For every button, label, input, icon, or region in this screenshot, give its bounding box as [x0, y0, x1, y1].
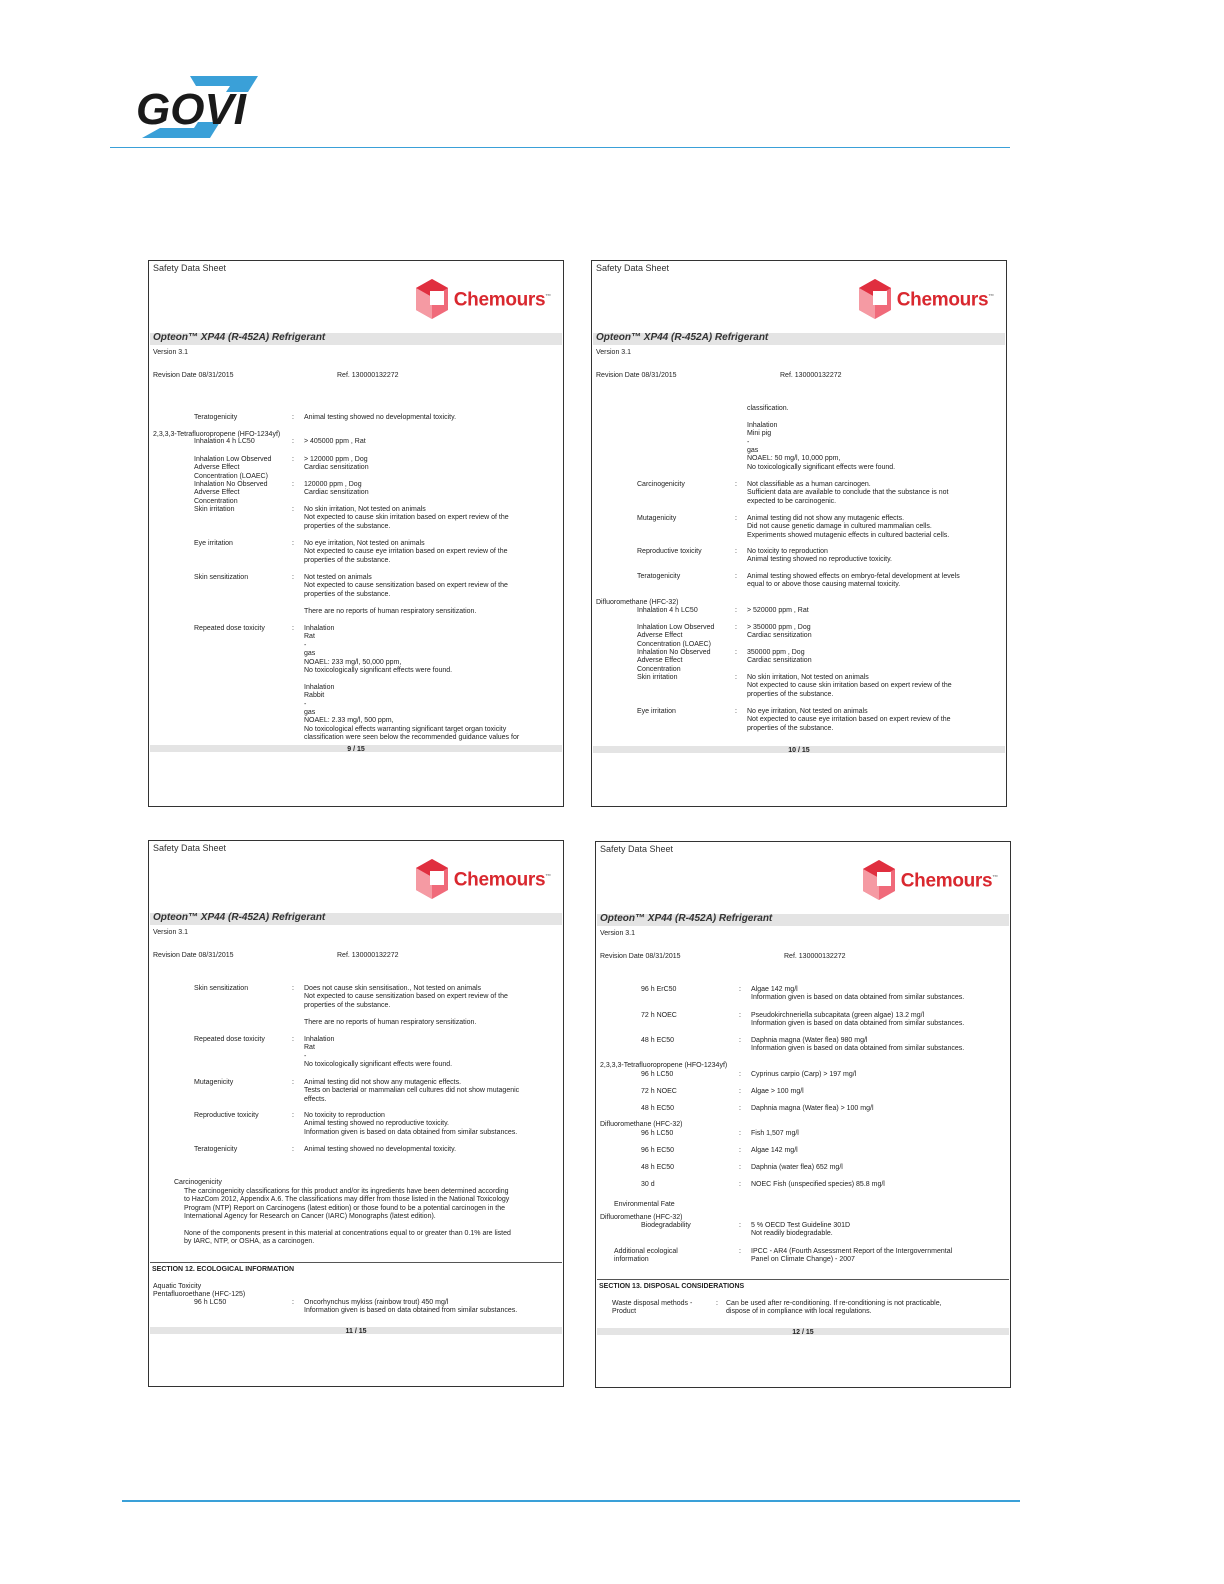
- chemours-logo: [857, 279, 994, 319]
- sds-title: Safety Data Sheet: [600, 844, 674, 854]
- property-value: Fish 1,507 mg/l: [751, 1130, 799, 1137]
- sds-page-2: [591, 260, 1007, 807]
- chemours-mark-icon: [414, 859, 450, 899]
- sds-title: Safety Data Sheet: [153, 843, 227, 853]
- property-value: Cyprinus carpio (Carp) > 197 mg/l: [751, 1071, 857, 1078]
- property-value: No skin irritation, Not tested on animals Not expected to cause skin irritation based on expert review of the properties of the substance.: [747, 674, 952, 698]
- property-value: Not tested on animals Not expected to cause sensitization based on expert review of the properties of the substance. There are no reports of human respiratory sensitization.: [304, 574, 508, 615]
- chemours-logo: [414, 279, 551, 319]
- property-label: 96 h LC50: [194, 1299, 227, 1306]
- property-value: Daphnia magna (Water flea) > 100 mg/l: [751, 1105, 874, 1112]
- property-value: Inhalation Rat - gas NOAEL: 233 mg/l, 50,000 ppm, No toxicologically significant effects were found. Inhalation Rabbit - gas NOAEL: 2.33 mg/l, 500 ppm, No toxicological effects warranting significant target organ toxicity classification were seen below the recommended guidance values for: [304, 625, 520, 742]
- revision-date: Revision Date 08/31/2015: [596, 372, 677, 379]
- colon: :: [292, 574, 294, 581]
- chemours-logo: [414, 859, 551, 899]
- property-label: 48 h EC50: [641, 1164, 675, 1171]
- property-label: Repeated dose toxicity: [194, 625, 265, 632]
- colon: :: [292, 1146, 294, 1153]
- property-label: Skin irritation: [637, 674, 678, 681]
- property-label: 72 h NOEC: [641, 1012, 677, 1019]
- colon: :: [292, 456, 294, 463]
- colon: :: [735, 481, 737, 488]
- colon: :: [735, 674, 737, 681]
- substance-heading: Difluoromethane (HFC-32): [596, 599, 679, 606]
- header-rule: [110, 147, 1010, 148]
- environmental-fate-heading: Environmental Fate: [614, 1201, 675, 1208]
- property-label: Mutagenicity: [194, 1079, 234, 1086]
- version: Version 3.1: [153, 929, 189, 936]
- property-label: 48 h EC50: [641, 1037, 675, 1044]
- colon: :: [739, 1088, 741, 1095]
- property-label: Inhalation No Observed Adverse Effect Concentration: [194, 481, 268, 505]
- colon: :: [735, 548, 737, 555]
- colon: :: [292, 540, 294, 547]
- product-name: Opteon™ XP44 (R-452A) Refrigerant: [596, 332, 769, 343]
- property-label: 96 h ErC50: [641, 986, 677, 993]
- property-label: Carcinogenicity: [637, 481, 685, 488]
- property-value: Does not cause skin sensitisation., Not tested on animals Not expected to cause sensitization based on expert review of the properties of the substance. There are no reports of human respiratory sensitization.: [304, 985, 508, 1026]
- property-value: Animal testing did not show any mutagenic effects. Tests on bacterial or mammalian cell cultures did not show mutagenic effects.: [304, 1079, 520, 1103]
- carcinogenicity-text: The carcinogenicity classifications for this product and/or its ingredients have been determined according to HazCom 2012, Appendix A.6. The classifications may differ from those listed in the National Toxicology Program (NTP) Report on Carcinogens (latest edition) or those found to be a potential carcinogen in the International Agency for Research on Cancer (IARC) Monographs (latest edition). None of the components present in this material at concentrations equal to or greater than 0.1% are listed by IARC, NTP, or OSHA, as a carcinogen.: [184, 1188, 511, 1246]
- property-value: 120000 ppm , Dog Cardiac sensitization: [304, 481, 369, 497]
- colon: :: [739, 1181, 741, 1188]
- property-value: No toxicity to reproduction Animal testing showed no reproductive toxicity.: [747, 548, 892, 564]
- sds-title: Safety Data Sheet: [596, 263, 670, 273]
- colon: :: [292, 1299, 294, 1306]
- property-label: Mutagenicity: [637, 515, 677, 522]
- property-label: Skin irritation: [194, 506, 235, 513]
- version: Version 3.1: [600, 930, 636, 937]
- property-label: Biodegradability: [641, 1222, 691, 1229]
- brand-name: Chemours™: [453, 869, 551, 891]
- brand-name: Chemours™: [900, 870, 998, 892]
- property-label: Skin sensitization: [194, 985, 249, 992]
- property-label: 72 h NOEC: [641, 1088, 677, 1095]
- colon: :: [739, 1012, 741, 1019]
- colon: :: [292, 438, 294, 445]
- property-value: Pseudokirchneriella subcapitata (green algae) 13.2 mg/l Information given is based on data obtained from similar substances.: [751, 1012, 965, 1028]
- property-value: No eye irritation, Not tested on animals Not expected to cause eye irritation based on expert review of the properties of the substance.: [304, 540, 508, 564]
- product-name: Opteon™ XP44 (R-452A) Refrigerant: [600, 913, 773, 924]
- govi-logo: [132, 72, 262, 144]
- intro-text: classification. Inhalation Mini pig - gas NOAEL: 50 mg/l, 10,000 ppm, No toxicologically significant effects were found.: [747, 405, 896, 471]
- property-label: 96 h LC50: [641, 1130, 674, 1137]
- sds-page-1: [148, 260, 564, 807]
- property-value: NOEC Fish (unspecified species) 85.8 mg/l: [751, 1181, 885, 1188]
- property-label: Repeated dose toxicity: [194, 1036, 265, 1043]
- reference: Ref. 130000132272: [337, 372, 399, 379]
- property-label: Reproductive toxicity: [194, 1112, 259, 1119]
- substance-heading: Difluoromethane (HFC-32): [600, 1121, 683, 1128]
- revision-date: Revision Date 08/31/2015: [600, 953, 681, 960]
- page-number: 11 / 15: [345, 1328, 367, 1335]
- colon: :: [739, 1248, 741, 1255]
- property-label: Inhalation Low Observed Adverse Effect Concentration (LOAEC): [637, 624, 715, 648]
- property-value: No toxicity to reproduction Animal testing showed no reproductive toxicity. Information given is based on data obtained from similar substances.: [304, 1112, 518, 1136]
- colon: :: [292, 481, 294, 488]
- sds-page-4: [595, 841, 1011, 1388]
- colon: :: [739, 1222, 741, 1229]
- property-value: Algae 142 mg/l Information given is based on data obtained from similar substances.: [751, 986, 965, 1002]
- colon: :: [735, 624, 737, 631]
- property-label: Reproductive toxicity: [637, 548, 702, 555]
- property-value: Oncorhynchus mykiss (rainbow trout) 450 mg/l Information given is based on data obtained from similar substances.: [304, 1299, 518, 1315]
- colon: :: [735, 607, 737, 614]
- property-value: IPCC - AR4 (Fourth Assessment Report of the Intergovernmental Panel on Climate Change) - 2007: [751, 1248, 953, 1264]
- property-value: No skin irritation, Not tested on animals Not expected to cause skin irritation based on expert review of the properties of the substance.: [304, 506, 509, 530]
- version: Version 3.1: [153, 349, 189, 356]
- colon: :: [292, 985, 294, 992]
- substance-heading: Difluoromethane (HFC-32): [600, 1214, 683, 1221]
- revision-date: Revision Date 08/31/2015: [153, 952, 234, 959]
- property-value: Animal testing showed no developmental toxicity.: [304, 414, 457, 421]
- chemours-mark-icon: [857, 279, 893, 319]
- colon: :: [739, 986, 741, 993]
- substance-heading: 2,3,3,3-Tetrafluoropropene (HFO-1234yf): [153, 431, 281, 438]
- property-value: Inhalation Rat - No toxicologically significant effects were found.: [304, 1036, 453, 1069]
- property-value: > 405000 ppm , Rat: [304, 438, 366, 445]
- colon: :: [739, 1037, 741, 1044]
- chemours-mark-icon: [861, 860, 897, 900]
- brand-name: Chemours™: [453, 289, 551, 311]
- property-value: Animal testing did not show any mutagenic effects. Did not cause genetic damage in cultured mammalian cells. Experiments showed mutagenic effects in cultured bacterial cells.: [747, 515, 950, 539]
- property-value: Daphnia (water flea) 652 mg/l: [751, 1164, 843, 1171]
- colon: :: [735, 573, 737, 580]
- property-value: > 120000 ppm , Dog Cardiac sensitization: [304, 456, 369, 472]
- sds-page-3: [148, 840, 564, 1387]
- property-value: > 350000 ppm , Dog Cardiac sensitization: [747, 624, 812, 640]
- property-value: 5 % OECD Test Guideline 301D Not readily biodegradable.: [751, 1222, 851, 1238]
- colon: :: [716, 1300, 718, 1307]
- section-heading: SECTION 13. DISPOSAL CONSIDERATIONS: [597, 1279, 1009, 1291]
- property-label: 96 h LC50: [641, 1071, 674, 1078]
- colon: :: [739, 1147, 741, 1154]
- property-value: > 520000 ppm , Rat: [747, 607, 809, 614]
- property-label: 30 d: [641, 1181, 655, 1188]
- product-name: Opteon™ XP44 (R-452A) Refrigerant: [153, 332, 326, 343]
- colon: :: [739, 1130, 741, 1137]
- chemours-logo: [861, 860, 998, 900]
- property-value: Algae 142 mg/l: [751, 1147, 798, 1154]
- property-value: Animal testing showed no developmental toxicity.: [304, 1146, 457, 1153]
- property-value: 350000 ppm , Dog Cardiac sensitization: [747, 649, 812, 665]
- property-label: Inhalation No Observed Adverse Effect Concentration: [637, 649, 711, 673]
- property-label: Eye irritation: [637, 708, 676, 715]
- colon: :: [735, 649, 737, 656]
- colon: :: [292, 1036, 294, 1043]
- colon: :: [292, 1079, 294, 1086]
- brand-name: Chemours™: [896, 289, 994, 311]
- colon: :: [735, 515, 737, 522]
- reference: Ref. 130000132272: [784, 953, 846, 960]
- colon: :: [739, 1105, 741, 1112]
- section-heading: SECTION 12. ECOLOGICAL INFORMATION: [150, 1262, 562, 1274]
- property-value: Algae > 100 mg/l: [751, 1088, 804, 1095]
- page-number: 12 / 15: [792, 1329, 814, 1336]
- svg-text:GOVI: GOVI: [136, 85, 247, 134]
- sds-title: Safety Data Sheet: [153, 263, 227, 273]
- page-number: 9 / 15: [347, 746, 365, 753]
- aquatic-toxicity-heading: Aquatic Toxicity: [153, 1283, 202, 1290]
- property-label: Additional ecological information: [614, 1248, 678, 1264]
- property-label: Teratogenicity: [637, 573, 681, 580]
- property-label: Teratogenicity: [194, 414, 238, 421]
- page-number: 10 / 15: [788, 747, 810, 754]
- colon: :: [292, 625, 294, 632]
- colon: :: [739, 1164, 741, 1171]
- chemours-mark-icon: [414, 279, 450, 319]
- carcinogenicity-heading: Carcinogenicity: [174, 1179, 222, 1186]
- property-label: Waste disposal methods - Product: [612, 1300, 693, 1316]
- footer-rule: [122, 1500, 1020, 1502]
- property-value: Daphnia magna (Water flea) 980 mg/l Information given is based on data obtained from similar substances.: [751, 1037, 965, 1053]
- reference: Ref. 130000132272: [337, 952, 399, 959]
- colon: :: [739, 1071, 741, 1078]
- property-label: Teratogenicity: [194, 1146, 238, 1153]
- property-value: Can be used after re-conditioning. If re-conditioning is not practicable, dispose of in compliance with local regulations.: [726, 1300, 942, 1316]
- product-name: Opteon™ XP44 (R-452A) Refrigerant: [153, 912, 326, 923]
- property-value: No eye irritation, Not tested on animals Not expected to cause eye irritation based on expert review of the properties of the substance.: [747, 708, 951, 732]
- reference: Ref. 130000132272: [780, 372, 842, 379]
- property-value: Not classifiable as a human carcinogen. Sufficient data are available to conclude that the substance is not expected to be carcinogenic.: [747, 481, 949, 505]
- property-label: Eye irritation: [194, 540, 233, 547]
- substance-heading: 2,3,3,3-Tetrafluoropropene (HFO-1234yf): [600, 1062, 728, 1069]
- property-label: 48 h EC50: [641, 1105, 675, 1112]
- revision-date: Revision Date 08/31/2015: [153, 372, 234, 379]
- property-label: Inhalation 4 h LC50: [637, 607, 698, 614]
- version: Version 3.1: [596, 349, 632, 356]
- property-label: Inhalation Low Observed Adverse Effect Concentration (LOAEC): [194, 456, 272, 480]
- colon: :: [735, 708, 737, 715]
- property-value: Animal testing showed effects on embryo-fetal development at levels equal to or above those causing maternal toxicity.: [747, 573, 960, 589]
- substance-heading: Pentafluoroethane (HFC-125): [153, 1291, 246, 1298]
- colon: :: [292, 506, 294, 513]
- colon: :: [292, 1112, 294, 1119]
- property-label: 96 h EC50: [641, 1147, 675, 1154]
- property-label: Inhalation 4 h LC50: [194, 438, 255, 445]
- colon: :: [292, 414, 294, 421]
- property-label: Skin sensitization: [194, 574, 249, 581]
